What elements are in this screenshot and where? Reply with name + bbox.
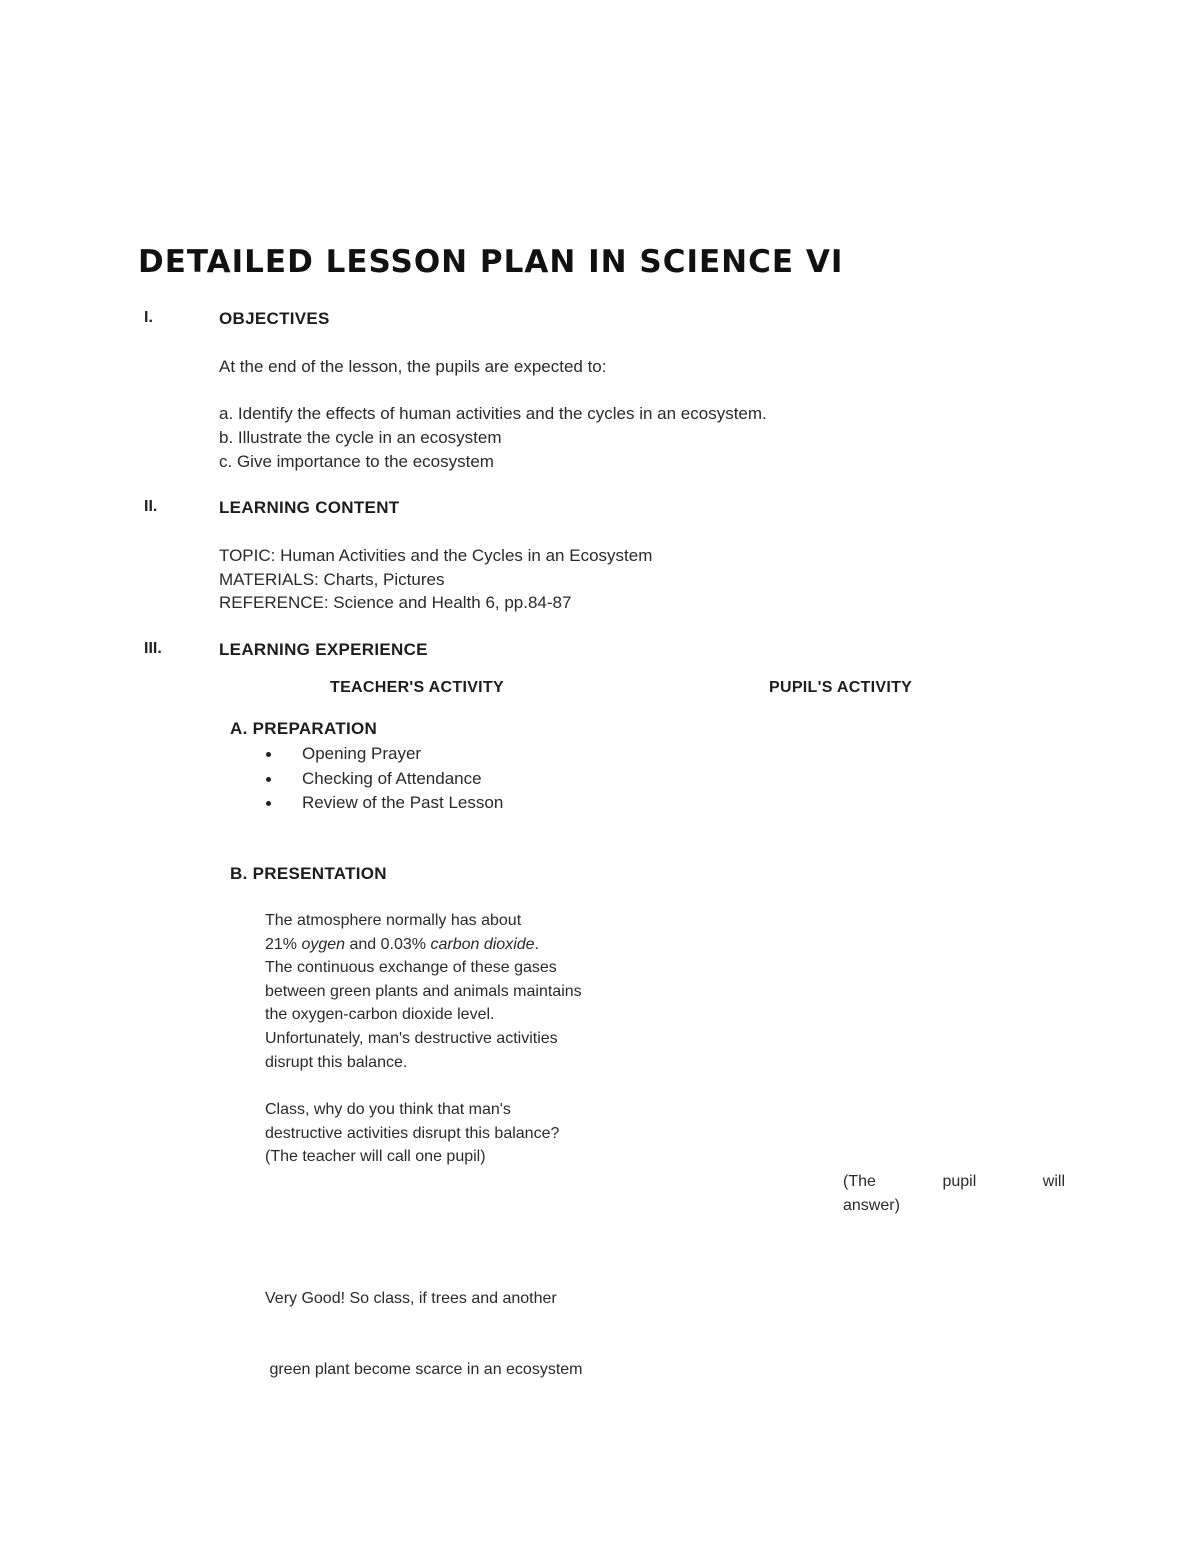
list-item [262, 767, 503, 792]
text-run: 21% [265, 935, 302, 953]
presentation-paragraph-2 [265, 1098, 559, 1169]
section-heading-objectives: OBJECTIVES [219, 309, 330, 328]
answer-line: answer) [843, 1196, 900, 1214]
objective-item-b: b. Illustrate the cycle in an ecosystem [219, 428, 502, 447]
paragraph-line: destructive activities disrupt this balance? [265, 1124, 560, 1142]
list-item-label: Checking of Attendance [302, 768, 482, 788]
paragraph-line [265, 933, 582, 957]
paragraph-line: Class, why do you think that man's [265, 1101, 511, 1118]
paragraph-line: (The teacher will call one pupil) [265, 1148, 486, 1166]
preparation-list [262, 742, 503, 816]
answer-word: (The [843, 1173, 876, 1190]
pupil-activity-heading: PUPIL'S ACTIVITY [769, 679, 913, 696]
presentation-paragraph-3 [265, 1240, 583, 1405]
preparation-heading: A. PREPARATION [230, 719, 378, 738]
presentation-heading: B. PRESENTATION [230, 864, 387, 883]
paragraph-line: disrupt this balance. [265, 1053, 408, 1071]
presentation-paragraph-1 [265, 909, 582, 1074]
bullet-icon [266, 777, 271, 782]
answer-word: pupil [942, 1173, 977, 1190]
section-heading-learning-content: LEARNING CONTENT [219, 498, 400, 517]
bullet-icon [266, 752, 271, 757]
teacher-activity-heading: TEACHER'S ACTIVITY [330, 679, 504, 696]
text-run: . [534, 935, 539, 953]
italic-term-oxygen: oygen [301, 935, 346, 953]
list-item [262, 742, 503, 767]
paragraph-line: The continuous exchange of these gases [265, 959, 557, 977]
pupil-answer [843, 1170, 1065, 1217]
section-numeral-learning-content: II. [144, 498, 158, 515]
objectives-intro: At the end of the lesson, the pupils are expected to: [219, 357, 607, 376]
section-numeral-learning-experience: III. [144, 640, 162, 657]
paragraph-line: green plant become scarce in an ecosystem [265, 1360, 583, 1378]
paragraph-line: between green plants and animals maintains [265, 982, 582, 1000]
paragraph-line: The atmosphere normally has about [265, 912, 522, 929]
list-item [262, 791, 503, 816]
objective-item-c: c. Give importance to the ecosystem [219, 452, 494, 471]
page-title: DETAILED LESSON PLAN IN SCIENCE VI [138, 244, 844, 280]
text-run: and 0.03% [345, 935, 431, 953]
objective-item-a: a. Identify the effects of human activities and the cycles in an ecosystem. [219, 404, 767, 423]
list-item-label: Opening Prayer [302, 744, 422, 763]
section-heading-learning-experience: LEARNING EXPERIENCE [219, 640, 428, 659]
bullet-icon [266, 801, 271, 806]
answer-word: will [1042, 1173, 1065, 1190]
section-numeral-objectives: I. [144, 309, 153, 326]
learning-content-topic: TOPIC: Human Activities and the Cycles in an Ecosystem [219, 546, 653, 565]
list-item-label: Review of the Past Lesson [302, 793, 504, 812]
paragraph-line: Very Good! So class, if trees and another [265, 1290, 557, 1308]
italic-term-carbon-dioxide: carbon dioxide [430, 935, 535, 953]
paragraph-line: the oxygen-carbon dioxide level. [265, 1006, 495, 1024]
learning-content-materials: MATERIALS: Charts, Pictures [219, 570, 445, 589]
paragraph-line: Unfortunately, man's destructive activities [265, 1029, 558, 1047]
learning-content-reference: REFERENCE: Science and Health 6, pp.84-87 [219, 593, 572, 612]
